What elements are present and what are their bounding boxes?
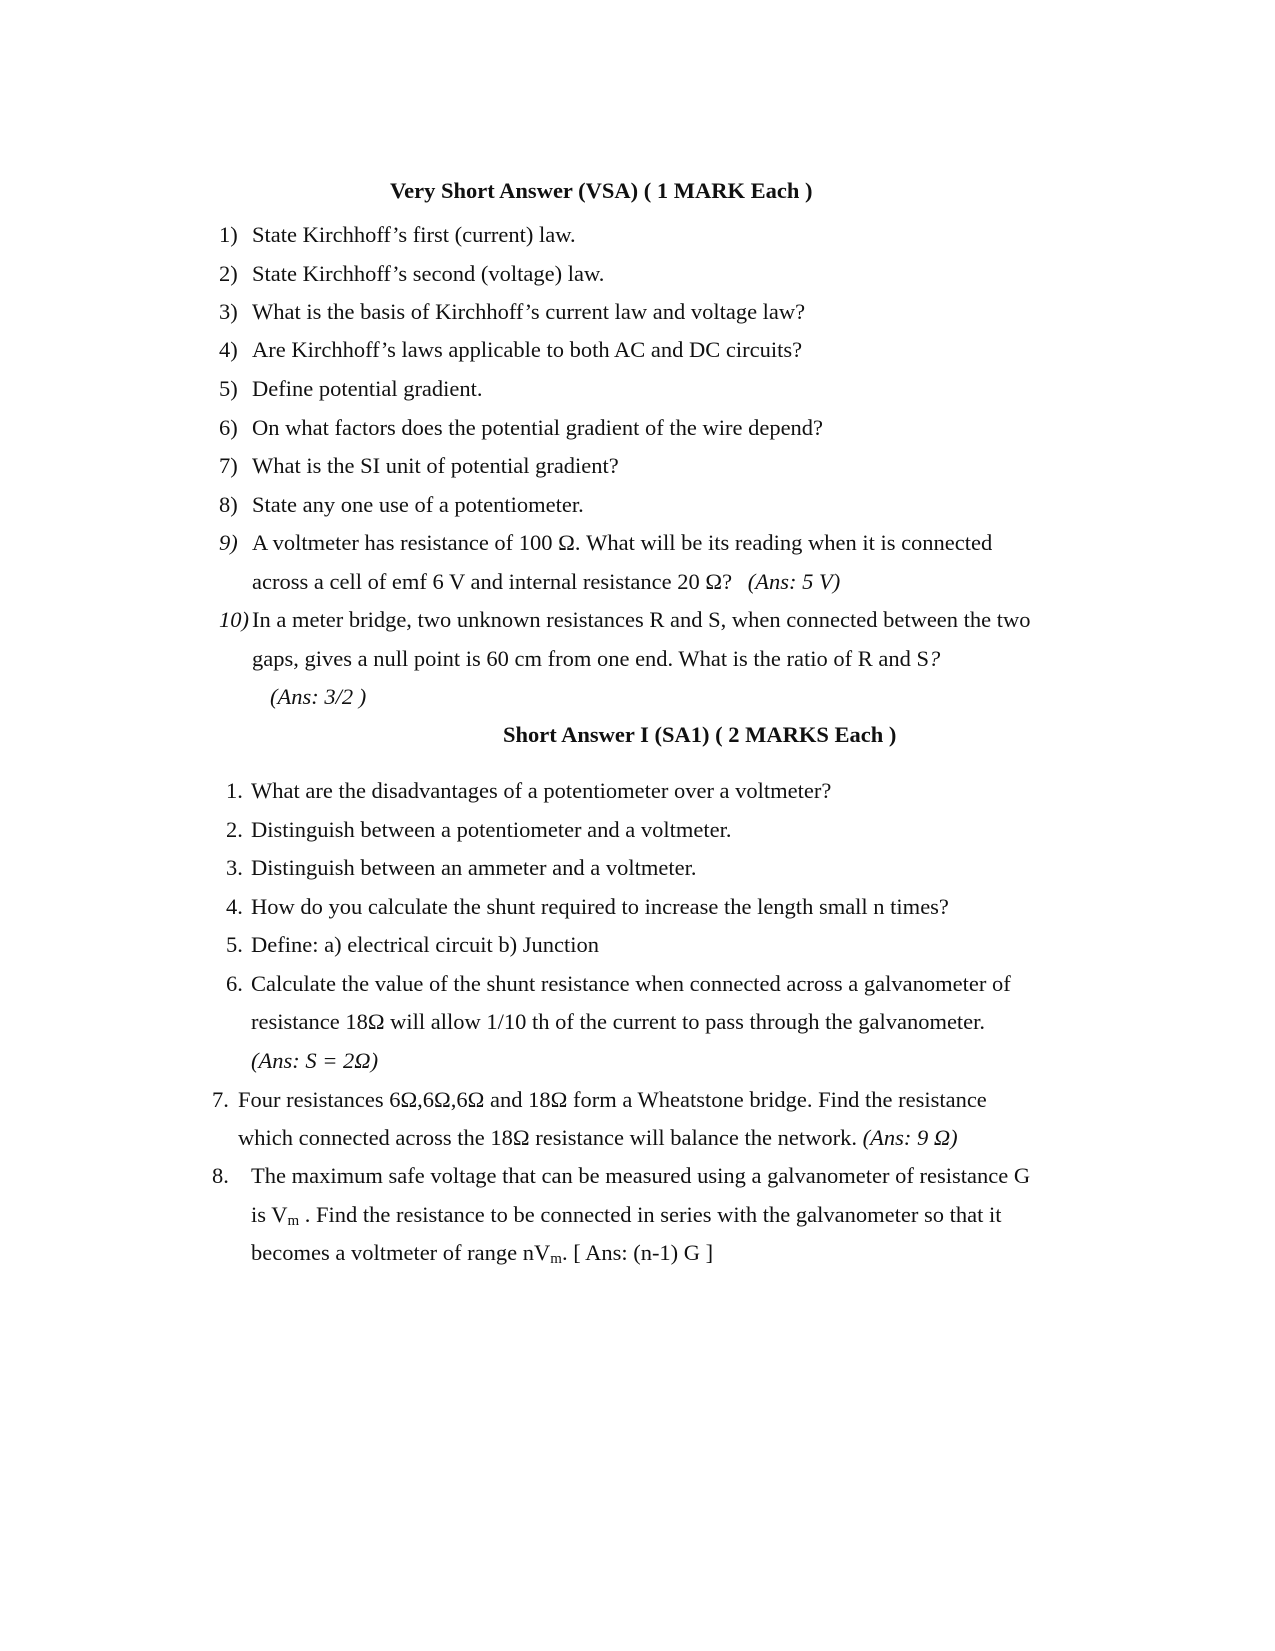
vsa-q10-line2-text: gaps, gives a null point is 60 cm from one end. What is the ratio of R and S [252,646,929,671]
vsa-q9-line1: A voltmeter has resistance of 100 Ω. What will be its reading when it is connected [252,530,993,555]
vsa-q1-text: State Kirchhoff’s first (current) law. [252,222,576,247]
sa1-q8-line2-pre: is V [251,1202,288,1227]
sa1-q8-line3-subscript: m [550,1251,562,1267]
vsa-q2-text: State Kirchhoff’s second (voltage) law. [252,261,605,286]
vsa-q6-text: On what factors does the potential gradient of the wire depend? [252,415,824,440]
sa1-q7-line1: Four resistances 6Ω,6Ω,6Ω and 18Ω form a Wheatstone bridge. Find the resistance [238,1087,987,1112]
sa1-q2-text: Distinguish between a potentiometer and a voltmeter. [251,817,732,842]
sa1-q8-line3-post: . [ Ans: (n-1) G ] [561,1240,714,1265]
sa1-q4-number: 4. [226,894,243,919]
sa1-q7-answer: (Ans: 9 Ω) [862,1125,958,1150]
vsa-q4-text: Are Kirchhoff’s laws applicable to both AC and DC circuits? [252,337,803,362]
vsa-q5-text: Define potential gradient. [252,376,483,401]
sa1-q5-text: Define: a) electrical circuit b) Junction [251,932,599,957]
vsa-q3-number: 3) [219,299,238,324]
sa1-q8-line2-post: . Find the resistance to be connected in series with the galvanometer so that it [299,1202,1002,1227]
sa1-q3-number: 3. [226,855,243,880]
vsa-q9-line2-text: across a cell of emf 6 V and internal resistance 20 Ω? [252,569,733,594]
vsa-heading: Very Short Answer (VSA) ( 1 MARK Each ) [390,178,813,203]
sa1-heading: Short Answer I (SA1) ( 2 MARKS Each ) [503,722,897,747]
vsa-q2-number: 2) [219,261,238,286]
sa1-q8-number: 8. [212,1163,229,1188]
vsa-q9-line2 [252,569,840,595]
vsa-q10-answer: (Ans: 3/2 ) [270,684,367,709]
vsa-q6-number: 6) [219,415,238,440]
sa1-q6-line1: Calculate the value of the shunt resistance when connected across a galvanometer of [251,971,1011,996]
vsa-q8-number: 8) [219,492,238,517]
sa1-q8-line3 [251,1240,713,1266]
vsa-q7-number: 7) [219,453,238,478]
sa1-q8-line2-subscript: m [287,1213,300,1229]
sa1-q6-answer: (Ans: S = 2Ω) [251,1048,379,1073]
vsa-q10-line1: In a meter bridge, two unknown resistances R and S, when connected between the two [252,607,1031,632]
sa1-q3-text: Distinguish between an ammeter and a voltmeter. [251,855,697,880]
sa1-q8-line3-pre: becomes a voltmeter of range nV [251,1240,551,1265]
sa1-q2-number: 2. [226,817,243,842]
vsa-q9-number: 9) [219,530,238,555]
sa1-q4-text: How do you calculate the shunt required to increase the length small n times? [251,894,949,919]
sa1-q7-line2-text: which connected across the 18Ω resistance will balance the network. [238,1125,857,1150]
vsa-q10-line2-end: ? [928,646,941,671]
sa1-q8-line1: The maximum safe voltage that can be measured using a galvanometer of resistance G [251,1163,1031,1188]
sa1-q5-number: 5. [226,932,243,957]
vsa-q1-number: 1) [219,222,238,247]
vsa-q4-number: 4) [219,337,238,362]
sa1-q6-number: 6. [226,971,243,996]
vsa-q5-number: 5) [219,376,238,401]
vsa-q7-text: What is the SI unit of potential gradient? [252,453,619,478]
sa1-q7-number: 7. [212,1087,229,1112]
vsa-q10-line2 [252,646,940,672]
sa1-q6-line2: resistance 18Ω will allow 1/10 th of the current to pass through the galvanometer. [251,1009,986,1034]
sa1-q1-number: 1. [226,778,243,803]
sa1-q1-text: What are the disadvantages of a potentiometer over a voltmeter? [251,778,832,803]
sa1-q7-line2 [238,1125,958,1151]
sa1-q8-line2 [251,1202,1001,1228]
vsa-q8-text: State any one use of a potentiometer. [252,492,584,517]
vsa-q9-answer: (Ans: 5 V) [747,569,841,594]
vsa-q10-number: 10) [219,607,249,632]
vsa-q3-text: What is the basis of Kirchhoff’s current law and voltage law? [252,299,806,324]
